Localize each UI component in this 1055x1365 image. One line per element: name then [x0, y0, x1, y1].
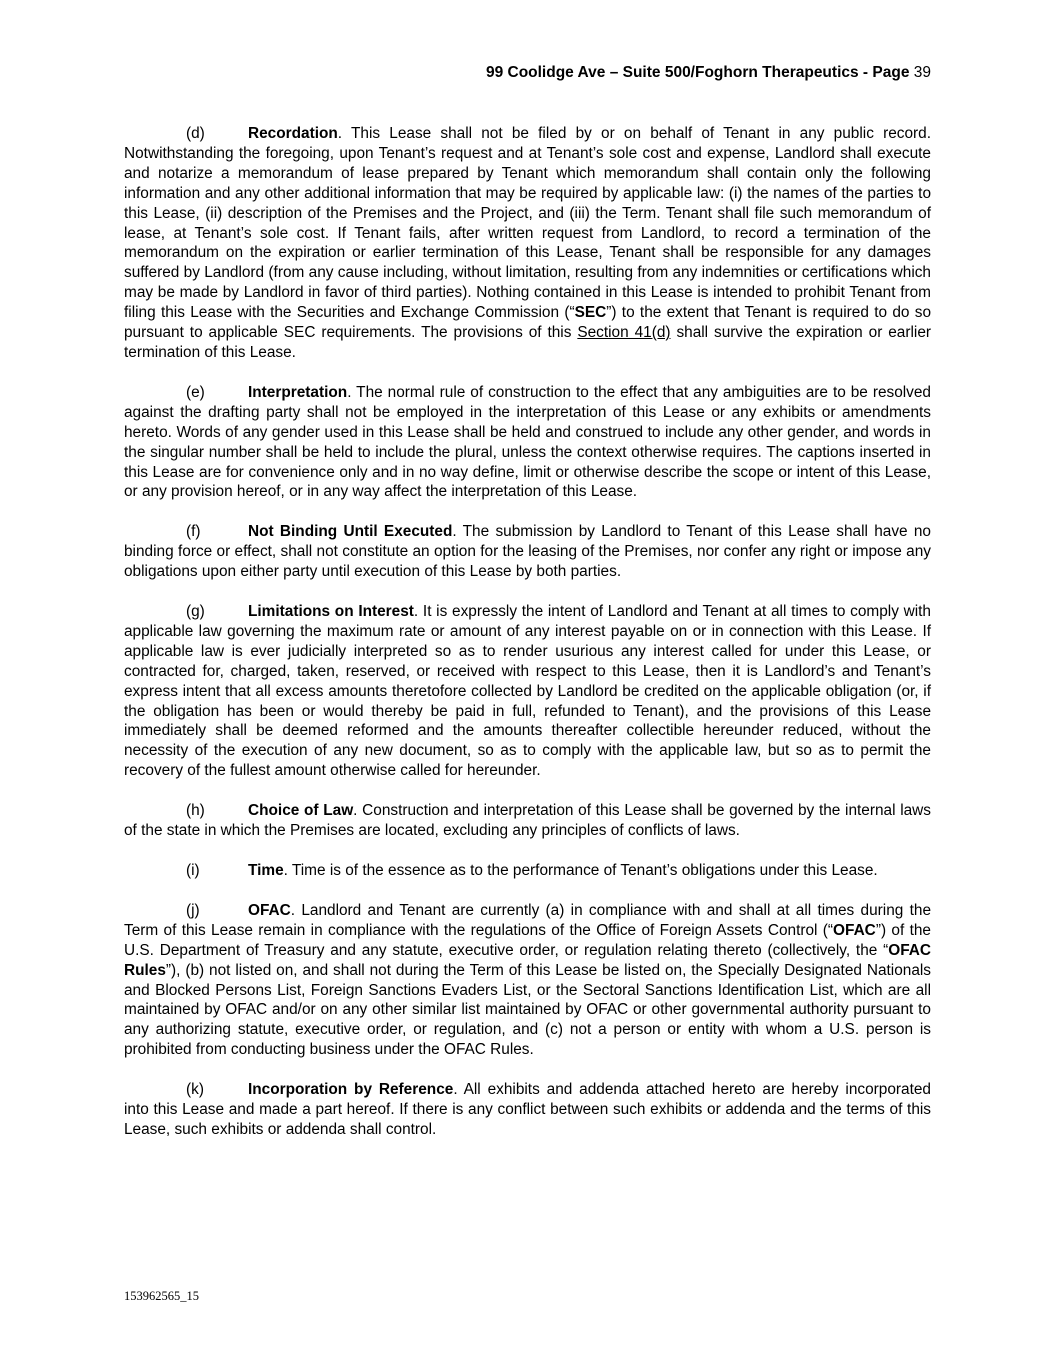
section-heading: Time — [248, 862, 284, 879]
section-text: ”), (b) not listed on, and shall not during the Term of this Lease be listed on, the Specially Designated Nationals and Blocked Persons List, Foreign Sanctions Evaders List, or the Sectoral Sanctions Identification List, which are all maintained by OFAC and/or on any other similar list maintained by OFAC or other governmental authority pursuant to any authorizing statute, executive order, or regulation, and (c) not a person or entity with whom a U.S. person is prohibited from conducting business under the OFAC Rules. — [124, 961, 931, 1059]
footer-document-id: 153962565_15 — [124, 1289, 199, 1303]
section-text: ”) of the U.S. Department of Treasury and any statute, executive order, or regulation relating thereto (collectively, the “ — [124, 921, 931, 959]
defined-term: OFAC Rules — [124, 941, 931, 979]
defined-term: SEC — [574, 304, 607, 322]
section-heading: Choice of Law — [248, 802, 354, 820]
section-time — [124, 861, 931, 881]
section-label: (j) — [186, 901, 200, 919]
section-label: (i) — [186, 862, 200, 879]
section-label: (k) — [186, 1081, 204, 1099]
section-label: (e) — [186, 383, 205, 401]
section-incorporation-by-reference — [124, 1080, 931, 1140]
section-ofac — [124, 901, 931, 1060]
section-text: . Construction and interpretation of this Lease shall be governed by the internal laws of the state in which the Premises are located, excluding any principles of conflicts of laws. — [124, 802, 931, 840]
section-choice-of-law — [124, 801, 931, 841]
section-text: . Time is of the essence as to the performance of Tenant’s obligations under this Lease. — [283, 862, 878, 879]
defined-term: OFAC — [833, 921, 876, 939]
section-text: . The normal rule of construction to the effect that any ambiguities are to be resolved against the drafting party shall not be employed in the interpretation of this Lease or any exhibits or amendments hereto. Words of any gender used in this Lease shall be held and construed to include any other gender, and words in the singular number shall be held to include the plural, unless the context otherwise requires. The captions inserted in this Lease are for convenience only and in no way define, limit or otherwise describe the scope or intent of this Lease, or any provision hereof, or in any way affect the interpretation of this Lease. — [124, 383, 931, 501]
header-page-number: 39 — [913, 64, 931, 81]
section-heading: Recordation — [248, 125, 338, 142]
section-heading: OFAC — [248, 901, 291, 919]
section-heading: Not Binding Until Executed — [248, 523, 453, 541]
section-label: (g) — [186, 603, 205, 621]
section-label: (h) — [186, 802, 205, 820]
section-text: . All exhibits and addenda attached hereto are hereby incorporated into this Lease and made a part hereof. If there is any conflict between such exhibits or addenda and the terms of this Lease, such exhibits or addenda shall control. — [124, 1081, 931, 1138]
page-header — [486, 63, 931, 83]
section-not-binding-until-executed — [124, 522, 931, 582]
section-text: ”) to the extent that Tenant is required to do so pursuant to applicable SEC requirements. The provisions of this — [124, 304, 932, 342]
section-text: . Landlord and Tenant are currently (a) in compliance with and shall at all times during the Term of this Lease remain in compliance with the regulations of the Office of Foreign Assets Control (“ — [124, 901, 931, 939]
section-text: . The submission by Landlord to Tenant of this Lease shall have no binding force or effect, shall not constitute an option for the leasing of the Premises, nor confer any right or impose any obligations upon either party until execution of this Lease by both parties. — [124, 523, 931, 581]
section-text: . This Lease shall not be filed by or on behalf of Tenant in any public record. Notwithstanding the foregoing, upon Tenant’s request and at Tenant’s sole cost and expense, Landlord shall execute and notarize a memorandum of lease prepared by Tenant which memorandum shall contain only the following information and any other additional information that may be required by applicable law: (i) the names of the parties to this Lease, (ii) description of the Premises and the Project, and (iii) the Term. Tenant shall file such memorandum of lease, at Tenant’s sole cost. If Tenant fails, after written request from Landlord, to record a termination of the memorandum on the expiration or earlier termination of this Lease, Tenant shall be responsible for any damages suffered by Landlord (from any cause including, without limitation, resulting from any indemnities or certifications which may be made by Landlord in favor of third parties). Nothing contained in this Lease is intended to prohibit Tenant from filing this Lease with the Securities and Exchange Commission (“ — [124, 125, 931, 322]
section-label: (d) — [186, 125, 205, 142]
section-heading: Interpretation — [248, 383, 348, 401]
section-heading: Incorporation by Reference — [248, 1081, 454, 1099]
section-interpretation — [124, 383, 931, 502]
section-label: (f) — [186, 523, 201, 541]
header-title: 99 Coolidge Ave – Suite 500/Foghorn Therapeutics - Page — [485, 64, 910, 81]
section-recordation — [124, 124, 931, 363]
section-text: shall survive the expiration or earlier termination of this Lease. — [124, 324, 932, 361]
document-body — [124, 124, 931, 1160]
section-cross-reference: Section 41(d) — [577, 324, 671, 342]
section-heading: Limitations on Interest — [248, 603, 414, 621]
section-limitations-on-interest — [124, 602, 931, 781]
section-text: . It is expressly the intent of Landlord and Tenant at all times to comply with applicable law governing the maximum rate or amount of any interest payable on or in connection with this Lease. If applicable law is ever judicially interpreted so as to render usurious any interest called for under this Lease, or contracted for, charged, taken, reserved, or received with respect to this Lease, then it is Landlord’s and Tenant’s express intent that all excess amounts theretofore collected by Landlord be credited on the applicable obligation (or, if the obligation has been or would thereby be paid in full, refunded to Tenant), and the provisions of this Lease immediately shall be deemed reformed and the amounts thereafter collectible hereunder reduced, without the necessity of the execution of any new document, so as to comply with the applicable law, but so as to permit the recovery of the fullest amount otherwise called for hereunder. — [124, 603, 931, 780]
